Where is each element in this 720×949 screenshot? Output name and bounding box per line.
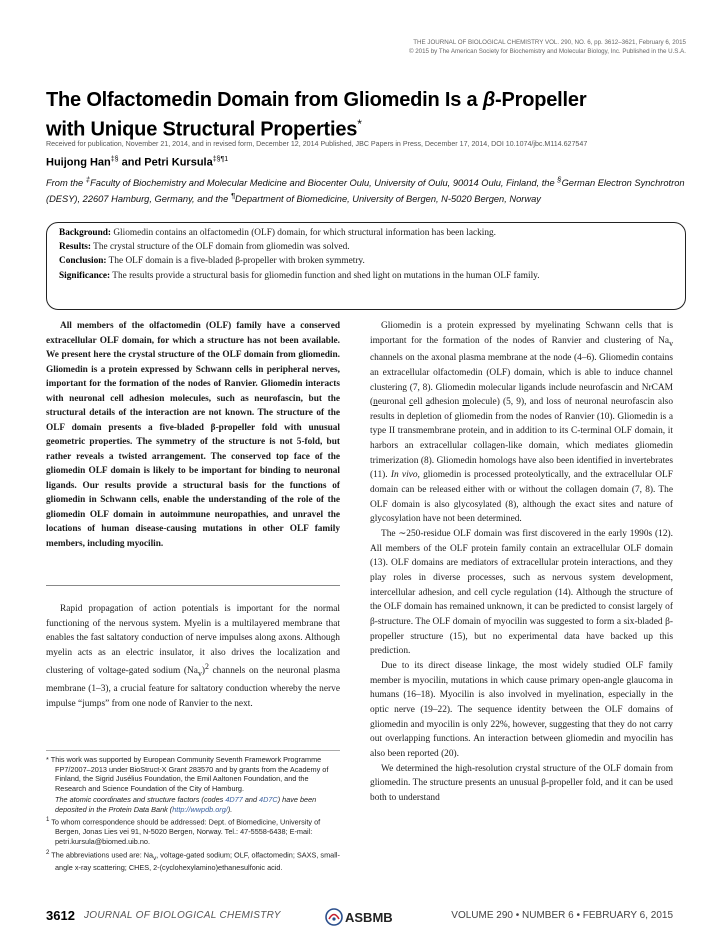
body-paragraph: We determined the high-resolution crystal structure of the OLF domain from gliomedin. The structure presents an unusual β-propeller fold, and it can be used both to understand: [370, 763, 673, 803]
asbmb-logo-text: ASBMB: [345, 910, 393, 925]
intro-paragraph: Rapid propagation of action potentials is important for the normal functioning of the nervous system. Myelin is a multilayered membrane that enables the fast saltatory conduction of nerve impulses along axons. Although myelin acts as an electric insulator, it also drives the localization and clustering of voltage-gated sodium $(Na_v)^2$ channels on the neuronal plasma membrane (1–3), a crucial feature for saltatory conduction whereby the nerve impulse “jumps” from one node of Ranvier to the next.: [46, 604, 340, 709]
title-footnote-mark[interactable]: *: [357, 117, 362, 131]
page-number: 3612: [46, 908, 75, 923]
asbmb-logo: [325, 906, 397, 933]
right-column: [370, 319, 673, 806]
summary-background: Background: Gliomedin contains an olfactomedin (OLF) domain, for which structural information has been lacking.: [59, 228, 496, 238]
affiliations: From the ‡Faculty of Biochemistry and Molecular Medicine and Biocenter Oulu, University of Oulu, 90014 Oulu, Finland, the §German Electron Synchrotron (DESY), 22607 Hamburg, Germany, and the ¶Department of Biomedicine, University of Bergen, N-5020 Bergen, Norway: [46, 175, 685, 204]
footnotes: [46, 750, 340, 874]
footnote-atomic-coordinates: The atomic coordinates and structure factors (codes 4D77 and 4D7C) have been deposited in the Protein Data Bank (http://wwpdb.org/).: [55, 794, 317, 814]
abstract-divider: [46, 585, 340, 586]
pdb-code-link[interactable]: 4D77: [225, 794, 243, 804]
article-title: The Olfactomedin Domain from Gliomedin Is a β-Propeller with Unique Structural Properties*: [46, 89, 587, 141]
body-paragraph: The ∼250-residue OLF domain was first discovered in the early 1990s (12). All members of the OLF protein family contain an extracellular OLF domain (13). OLF domains are mediators of extracellular protein interactions, and they play roles in diverse processes, such as nervous system development, intercellular adhesion, and cell cycle regulation (14). Although the structure of the OLF domain has remained unknown, it can be predicted to consist largely of β-structure. The OLF domain of myocilin was suggested to form a six-bladed β-propeller structure (15), but no experimental data have backed up this prediction.: [370, 529, 673, 657]
pdb-code-link[interactable]: 4D7C: [259, 794, 278, 804]
summary-significance: Significance: The results provide a structural basis for gliomedin function and shed light on mutations in the human OLF family.: [59, 270, 540, 281]
abstract: All members of the olfactomedin (OLF) family have a conserved extracellular OLF domain, for which a structure has not been available. We present here the crystal structure of the OLF domain from gliomedin. Gliomedin is a protein expressed by Schwann cells in peripheral nerves, important for the formation of the nodes of Ranvier. Gliomedin interacts with neuronal cell adhesion molecules, such as neurofascin, but the structural details of the interaction are not known. The structure of the OLF domain presents a five-bladed β-propeller fold with unusual geometric properties. The symmetry of the structure is not 5-fold, but rather reveals a twisted arrangement. The conserved top face of the gliomedin OLF domain is likely to be important for binding to neuronal ligands. Our results provide a structural basis for the functions of gliomedin in Schwann cells, enable the understanding of the role of the gliomedin OLF domain in autoimmune neuropathies, and unravel the locations of human disease-causing mutations in other OLF family members, including myocilin.: [46, 321, 340, 549]
author-name: Huijong Han: [46, 156, 111, 169]
footer-journal-name: JOURNAL OF BIOLOGICAL CHEMISTRY: [84, 910, 281, 921]
page-footer: [0, 908, 720, 930]
author-name: Petri Kursula: [144, 156, 213, 169]
footnote-correspondence: $^1$ To whom correspondence should be addressed: Dept. of Biomedicine, University of Bergen, Jonas Lies vei 91, N-5020 Bergen, Norway. Tel.: 47-5558-6438; E-mail: petri.kursula@biomed.uib.no.: [46, 816, 321, 847]
summary-results: Results: The crystal structure of the OLF domain from gliomedin was solved.: [59, 242, 350, 253]
received-dates: Received for publication, November 21, 2014, and in revised form, December 12, 2014 Published, JBC Papers in Press, December 17, 2014, DOI 10.1074/jbc.M114.627547: [46, 140, 588, 148]
journal-header: [409, 38, 686, 56]
pdb-url-link[interactable]: http://wwpdb.org/: [172, 804, 228, 814]
copyright-line: © 2015 by The American Society for Biochemistry and Molecular Biology, Inc. Published in the U.S.A.: [408, 48, 686, 55]
journal-citation-line: THE JOURNAL OF BIOLOGICAL CHEMISTRY VOL. 290, NO. 6, pp. 3612–3621, February 6, 2015: [413, 39, 686, 46]
footnote-ref-2[interactable]: 2: [204, 662, 209, 672]
summary-box: [46, 222, 686, 310]
summary-conclusion: Conclusion: The OLF domain is a five-bladed β-propeller with broken symmetry.: [59, 256, 365, 267]
asbmb-logo-icon: [325, 906, 397, 928]
footnote-funding: * This work was supported by European Community Seventh Framework Programme FP7/2007–2013 under BioStruct-X Grant 283570 and by grants from the Academy of Finland, the Sigrid Jusélius Foundation, the Emil Aaltonen Foundation, and the Research and Science Foundation of the City of Hamburg.: [46, 755, 329, 794]
author-list: Huijong Han‡§ and Petri Kursula$^{\ddagger\S\P 1}$: [46, 156, 229, 169]
footer-volume-info: VOLUME 290 • NUMBER 6 • FEBRUARY 6, 2015: [451, 910, 673, 921]
body-paragraph: Due to its direct disease linkage, the most widely studied OLF family member is myocilin, mutations in which cause primary open-angle glaucoma in humans (16–18). Myocilin is also involved in myelination, especially in the optic nerve (19–22). The sequence identity between the OLF domains of gliomedin and myocilin is only 22%, however, suggesting that they do not carry out overlapping functions. An interaction between gliomedin and myocilin has also been reported (20).: [370, 660, 673, 759]
body-paragraph: Gliomedin is a protein expressed by myelinating Schwann cells that is important for the formation of the nodes of Ranvier and clustering of $Na_v$ channels on the axonal plasma membrane at the node (4–6). Gliomedin contains an extracellular olfactomedin (OLF) domain, which is able to induce channel clustering (7, 8). Gliomedin molecular ligands include neurofascin and NrCAM (neuronal cell adhesion molecule) (5, 9), and loss of neuronal neurofascin also results in depletion of gliomedin from the nodes of Ranvier (10). Gliomedin is a type II transmembrane protein, and in addition to its C-terminal OLF domain, it harbors an extracellular collagen-like domain, which mediates gliomedin trimerization (8). Gliomedin homologs have also been identified in invertebrates (11). In vivo, gliomedin is processed proteolytically, and the extracellular OLF domain can be released either with or without the collagen domain (7, 8). The OLF domain is also glycosylated (8), although the exact sites and nature of glycosylation have not been determined.: [370, 321, 674, 525]
footnote-abbreviations: $^2$ The abbreviations used are: $Na_v$, voltage-gated sodium; OLF, olfactomedin; SAXS, small-angle x-ray scattering; CHES, 2-(cyclohexylamino)ethanesulfonic acid.: [46, 848, 340, 873]
